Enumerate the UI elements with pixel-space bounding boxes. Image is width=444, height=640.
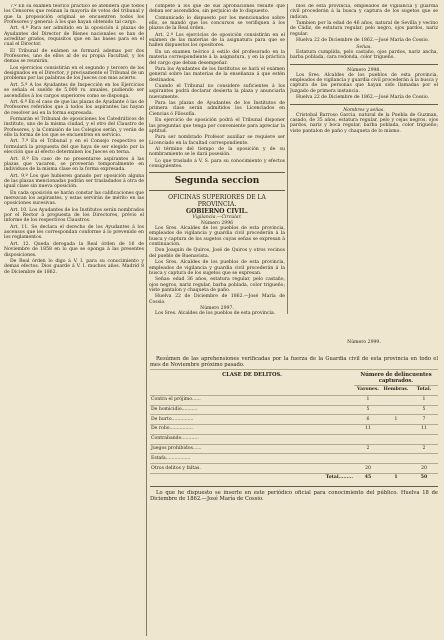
table-cell-label: De robo................ bbox=[150, 425, 354, 435]
paragraph: Al término del tiempo de la oposición y de su nombramiento se le dará posesión. bbox=[149, 147, 285, 158]
table-cell-v: 5 bbox=[354, 405, 382, 415]
paragraph: Los Sres. Alcaldes de los pueblos de esta provincia. bbox=[155, 311, 276, 317]
column-right bbox=[290, 4, 438, 324]
paragraph: 7.º En su exámen teórico práctico se atenderá que todos los Censores que reúnan la mayoría de votos del tribunal y que la proposición original se encuentren todos los Profesores y general: á los que hayan obtenido tal cargo. bbox=[4, 4, 144, 25]
paragraph: Huelva 22 de Diciembre de 1862.—José María de Cossio. bbox=[296, 38, 429, 44]
table-cell-t: 20 bbox=[410, 464, 438, 474]
table-cell-t: 5 bbox=[410, 405, 438, 415]
paragraph: Señas: edad 36 años, estatura regular, pelo castaño, ojos negros, nariz regular, barba poblada, color trigueño; viste pantalon y chaqueta de paño. bbox=[149, 277, 285, 293]
divider bbox=[150, 486, 438, 487]
table-cell-v bbox=[354, 454, 382, 464]
paragraph: Formarán el Tribunal de oposiciones los Catedráticos de instituto, uno de la misma ciudad, y el otro del Claustro de Profesores, y la Comisión de los Colegios serán, y verán de ello la forma de los que se encuentren en servicio. bbox=[4, 117, 144, 138]
summary-table bbox=[150, 369, 438, 483]
table-cell-h bbox=[382, 444, 410, 454]
table-cell-v: 20 bbox=[354, 464, 382, 474]
table-cell-h: 1 bbox=[382, 415, 410, 425]
paragraph: Don Joaquín de Quiros, José de Quiros y otros vecinos del pueblo de Buenavista. bbox=[149, 248, 285, 259]
table-total-v: 45 bbox=[354, 474, 382, 483]
summary-intro: Resúmen de las aprehensiones verificadas por la fuerza de la Guardia civil de esta provincia en todo el mes de Noviembre próximo pasado. bbox=[150, 356, 438, 368]
paragraph: Para las plazas de Ayudantes de los Institutos de primera clase serán admitidos los Licenciados en Ciencias ó Filosofía. bbox=[149, 101, 285, 117]
paragraph: En un examen teórico á estilo del profesorado en la materia correspondiente á la asignatura, y en la práctica del cargo que deban desempeñar. bbox=[149, 49, 285, 66]
divider bbox=[290, 104, 438, 105]
paragraph: Art. 4.º Para ser admitido en la oposición á plazas de Ayudantes del Director de Bienes nacionales se han de acreditar grados, requisitos que en las bases para en el cual el Director. bbox=[4, 26, 144, 48]
column-left bbox=[4, 4, 144, 636]
paragraph: Lo que traslado á V. S. para su conocimiento y efectos consiguientes. bbox=[149, 158, 285, 170]
table-cell-h bbox=[382, 454, 410, 464]
col2-bottom-text bbox=[149, 226, 285, 305]
table-cell-v: 2 bbox=[354, 444, 382, 454]
paragraph: Los ejercicios consistirán en el segundo y tercero de los designados en el Director, y precisamente el Tribunal de un problema por las palabras de los Jueces con mas acierto. bbox=[4, 65, 144, 82]
table-cell-t bbox=[410, 434, 438, 444]
paragraph: blos de esta provincia, empleados de vigilancia y guardia civil procederán á la busca y captura de los sugetos que se indican. bbox=[290, 4, 438, 20]
paragraph: Los Sres. Alcaldes de los pueblos de esta provincia, empleados de vigilancia y guardia civil procederán á la busca y captura de los sugetos cuyas señas se expresan á continuación. bbox=[149, 226, 285, 247]
table-row bbox=[150, 454, 438, 464]
table-cell-v: 11 bbox=[354, 425, 382, 435]
paragraph: Art. 5.º A los Ayudantes de Inspección en los Ejercicios se señala el sueldo de 5,000 rs. anuales, pudiendo ser ascendidos á los cargos superiores como se disponga. bbox=[4, 82, 144, 99]
table-row bbox=[150, 434, 438, 444]
table-cell-t: 7 bbox=[410, 415, 438, 425]
notice-number: Número 2999. bbox=[347, 340, 381, 345]
table-row bbox=[150, 464, 438, 474]
paragraph: Huelva 22 de Diciembre de 1862.—José María de Cossio. bbox=[296, 95, 429, 101]
section-title: Segunda seccion bbox=[174, 176, 260, 187]
paragraph: Los Sres. Alcaldes de los pueblos de esta provincia, empleados de vigilancia y guardia civil procederán á la busca y captura de las personas que hayan sido llamadas por el Juzgado de primera instancia. bbox=[290, 72, 438, 94]
paragraph: Estatura cumplida, pelo castaño, ojos pardos, nariz ancha, barba poblada, cara redonda, color trigueño. bbox=[290, 49, 438, 61]
paragraph: Art. 2.º Los ejercicios de oposición consistirán en el exámen de las materias de la asignatura para que se hallen dispuestos los opositores. bbox=[149, 32, 285, 49]
table-header-total: Total. bbox=[410, 385, 438, 395]
col3-mid-text bbox=[290, 73, 438, 101]
divider bbox=[290, 64, 438, 65]
paragraph: Art. 12. Queda derogada la Real órden de 16 de Noviembre de 1858 en lo que se oponga á las presentes disposiciones. bbox=[4, 241, 144, 258]
paragraph: Cristobal Barroso Garcia, natural de la Puebla de Guzman, casado, de 35 años, estatura regular, pelo y cejas negros, ojos pardos, nariz y boca regular, barba poblada, color trigueño; viste pantalon de paño y chaqueta de lo mismo. bbox=[290, 112, 438, 134]
table-total-t: 50 bbox=[410, 474, 438, 483]
paragraph: Cuando el Tribunal no considere suficientes á los aspirantes podrá declarar desierta la plaza y anunciarla nuevamente. bbox=[149, 84, 285, 100]
table-row bbox=[150, 395, 438, 405]
column-divider bbox=[287, 4, 288, 314]
col3-top-text bbox=[290, 4, 438, 43]
summary-section bbox=[150, 356, 438, 503]
notice-number: Número 2996 bbox=[200, 220, 234, 226]
summary-footer: Lo que he dispuesto se inserte en este periódico oficial para conocimiento del público. Huelva 18 de Diciembre de 1862.—José María de Cossio. bbox=[150, 489, 438, 502]
table-row bbox=[150, 425, 438, 435]
table-header-varones: Varones. bbox=[354, 385, 382, 395]
paragraph: Art. 11. Se declara el derecho de los Ayudantes á los ascensos que les correspondan conforme á lo prevenido en los reglamentos. bbox=[4, 224, 144, 241]
names-title: Nombres y señas. bbox=[343, 107, 385, 113]
table-row bbox=[150, 415, 438, 425]
table-header-count: Número de delincuentes capturados. bbox=[354, 370, 438, 386]
table-cell-label: Juegos prohibidos...... bbox=[150, 444, 354, 454]
table-row bbox=[150, 405, 438, 415]
paragraph: En ejercicio de oposición podrá el Tribunal disponer las preguntas que tenga por conveniente para apreciar la aptitud. bbox=[149, 118, 285, 134]
government-title: GOBIERNO CIVIL. bbox=[186, 208, 248, 216]
table-cell-t: 1 bbox=[410, 395, 438, 405]
table-cell-v: 1 bbox=[354, 395, 382, 405]
column-divider bbox=[146, 4, 147, 636]
paragraph: compete á los que de sus aprobaciones resulte que deban ser ascendidos, sin perjuicio de lo dispuesto. bbox=[149, 4, 285, 15]
column-middle bbox=[149, 4, 285, 636]
paragraph: Art. 7.º En el Tribunal y en el Consejo respectivo se formulará la propuesta del que haya de ser elegido por la elección que al efecto determinen los Jueces en terna. bbox=[4, 139, 144, 156]
paragraph: Art. 8.º En caso de no presentarse aspirantes á las plazas que vacaren, se proveerán temporalmente en individuos de la misma clase en la forma expresada. bbox=[4, 156, 144, 173]
paragraph: Tambien por la edad de 46 años, natural de Sevilla y vecino de Cádiz, de estatura regular, pelo negro, ojos pardos, nariz regular. bbox=[290, 21, 438, 37]
notice-number: Número 2998. bbox=[347, 67, 381, 73]
table-cell-label: De hurto............... bbox=[150, 415, 354, 425]
table-cell-h bbox=[382, 425, 410, 435]
table-cell-label: Otros delitos y faltas. bbox=[150, 464, 354, 474]
paragraph: Para ser nombrado Profesor auxiliar se requiere ser Licenciado en la facultad correspondiente. bbox=[149, 135, 285, 146]
paragraph: El Tribunal de exámen se formará ademas por dos Profesores, uno de ellos al de su propia Facultad, y los demas se reunirán. bbox=[4, 48, 144, 65]
paragraph: Art. 6.º En el caso de que las plazas de Ayudante ó las de Profesores referidos que á todos los aspirantes las hayan de resolver así en la forma expresada. bbox=[4, 99, 144, 116]
table-cell-label: Contrabando............ bbox=[150, 434, 354, 444]
table-header-hembras: Hembras. bbox=[382, 385, 410, 395]
table-cell-h bbox=[382, 434, 410, 444]
table-cell-t: 2 bbox=[410, 444, 438, 454]
table-cell-label: Contra el prójimo...... bbox=[150, 395, 354, 405]
divider bbox=[149, 172, 285, 173]
paragraph: Para los Ayudantes de los Institutos se hará el exámen general sobre las materias de la enseñanza á que estén destinados. bbox=[149, 67, 285, 83]
government-subtitle: Vigilancia.—Circular. bbox=[192, 215, 242, 221]
table-cell-t: 11 bbox=[410, 425, 438, 435]
table-total-label: Total......... bbox=[150, 474, 354, 483]
table-row bbox=[150, 444, 438, 454]
table-cell-v bbox=[354, 434, 382, 444]
paragraph: En cada oposición se harán constar las calificaciones que merezcan los aspirantes, y estas servirán de mérito en las oposiciones sucesivas. bbox=[4, 190, 144, 207]
table-cell-h bbox=[382, 395, 410, 405]
table-cell-h bbox=[382, 405, 410, 415]
senas-title: Señas. bbox=[356, 44, 372, 50]
table-total-h: 1 bbox=[382, 474, 410, 483]
table-cell-t bbox=[410, 454, 438, 464]
divider bbox=[149, 190, 285, 191]
table-cell-label: De homicidio........... bbox=[150, 405, 354, 415]
paragraph: Huelva 22 de Diciembre de 1862.—José María de Cossio. bbox=[149, 294, 285, 305]
paragraph: Art. 9.º Los que hubieren ganado por oposición alguna de las plazas mencionadas podrán ser trasladados á otra de igual clase sin nueva oposición. bbox=[4, 173, 144, 190]
paragraph: De Real órden lo digo á V. I. para su conocimiento y demas efectos. Dios guarde á V. I. muchos años. Madrid 8 de Diciembre de 1862. bbox=[4, 258, 144, 275]
col1-text bbox=[4, 4, 144, 275]
col2-top-text bbox=[149, 4, 285, 169]
section-subtitle: OFICINAS SUPERIORES DE LA PROVINCIA. bbox=[168, 194, 266, 209]
table-header-crimes: CLASE DE DELITOS. bbox=[150, 370, 354, 396]
table-cell-h bbox=[382, 464, 410, 474]
paragraph: Comunicado lo dispuesto por los mencionados sobre ello, se mandó que los concursos se verifiquen á los plazos de la Real órden. bbox=[149, 15, 285, 32]
table-cell-v: 6 bbox=[354, 415, 382, 425]
paragraph: Art. 10. Los Ayudantes de los Institutos serán nombrados por el Rector á propuesta de los Directores, prévio el informe de los respectivos Claustros. bbox=[4, 207, 144, 224]
summary-block bbox=[290, 340, 438, 345]
paragraph: Los Sres. Alcaldes de los pueblos de esta provincia, empleados de vigilancia y guardia civil procederán á la busca y captura de los sugetos que se expresan. bbox=[149, 260, 285, 276]
notice-number: Número 2997. bbox=[200, 306, 234, 312]
table-cell-label: Estafa................. bbox=[150, 454, 354, 464]
